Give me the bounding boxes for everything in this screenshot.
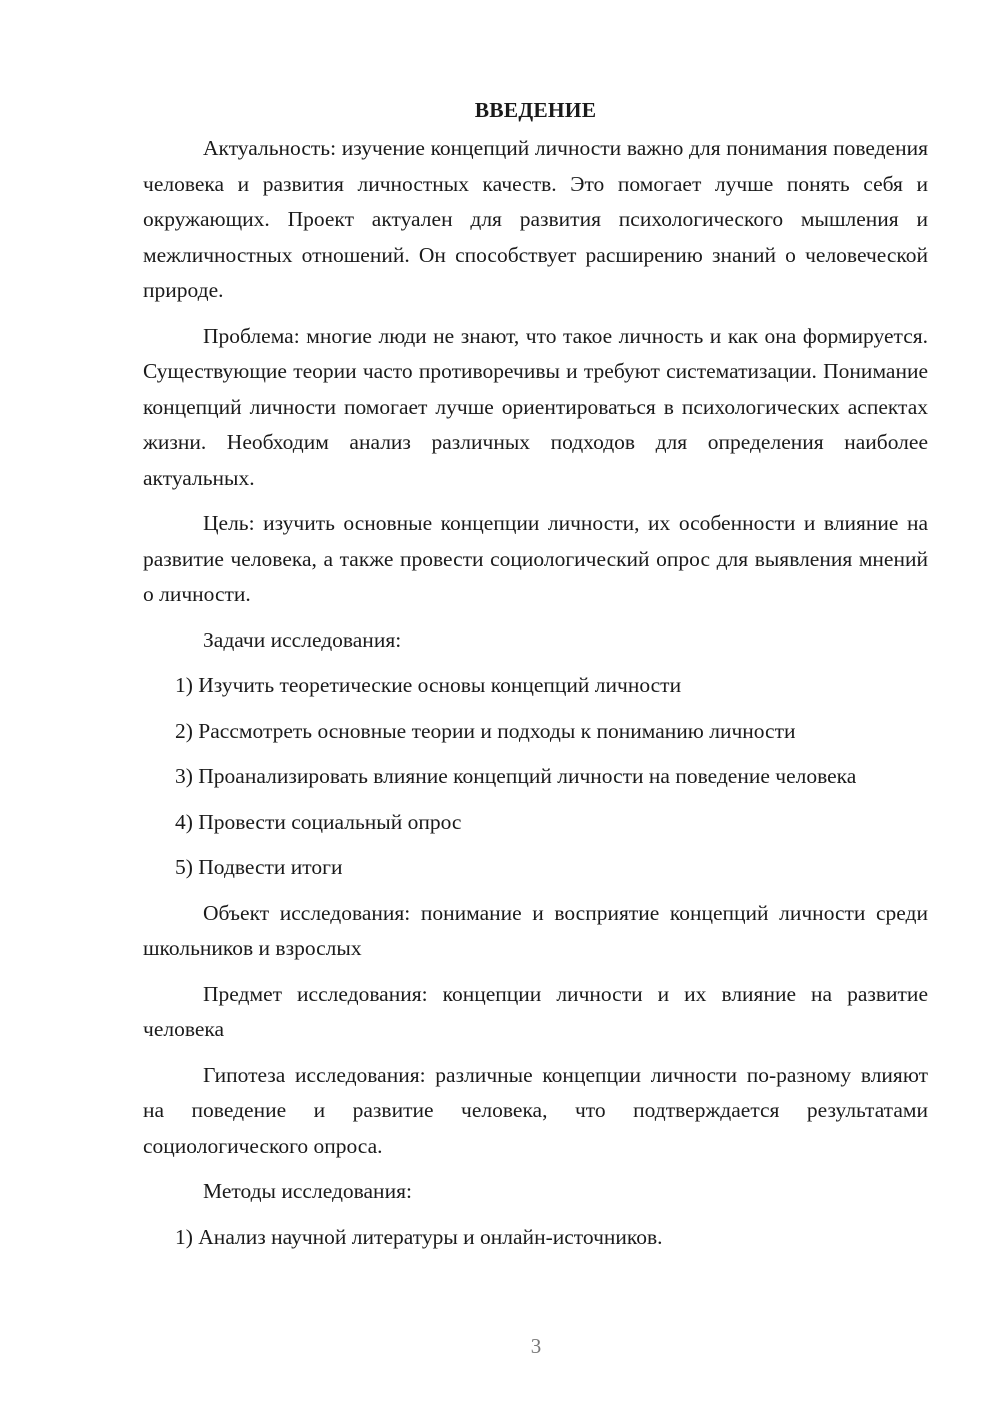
task-item: 5) Подвести итоги <box>175 855 343 879</box>
method-item: 1) Анализ научной литературы и онлайн-источников. <box>175 1224 663 1249</box>
task-item: 2) Рассмотреть основные теории и подходы к пониманию личности <box>175 718 796 743</box>
goal-paragraph: Цель: изучить основные концепции личности, их особенности и влияние на развитие человека, а также провести социологический опрос для выявления мнений о личности. <box>143 511 928 606</box>
problem-paragraph: Проблема: многие люди не знают, что такое личность и как она формируется. Существующие теории часто противоречивы и требуют систематизации. Понимание концепций личности помогает лучше ориентироваться в психологических аспектах жизни. Необходим анализ различных подходов для определения наиболее актуальных. <box>143 323 928 490</box>
task-item: 1) Изучить теоретические основы концепций личности <box>175 673 682 697</box>
document-page <box>143 92 928 1265</box>
tasks-heading: Задачи исследования: <box>203 627 402 652</box>
page-number: 3 <box>530 1334 542 1358</box>
task-item: 3) Проанализировать влияние концепций личности на поведение человека <box>175 764 857 788</box>
relevance-paragraph: Актуальность: изучение концепций личности важно для понимания поведения человека и развития личностных качеств. Это помогает лучше понять себя и окружающих. Проект актуален для развития психологического мышления и межличностных отношений. Он способствует расширению знаний о человеческой природе. <box>143 136 928 302</box>
subject-paragraph: Предмет исследования: концепции личности и их влияние на развитие человека <box>143 981 928 1041</box>
task-item: 4) Провести социальный опрос <box>175 809 462 834</box>
hypothesis-paragraph: Гипотеза исследования: различные концепции личности по-разному влияют на поведение и развитие человека, что подтверждается результатами социологического опроса. <box>143 1062 928 1158</box>
section-title: ВВЕДЕНИЕ <box>474 98 597 122</box>
object-paragraph: Объект исследования: понимание и восприятие концепций личности среди школьников и взрослых <box>143 900 928 960</box>
methods-heading: Методы исследования: <box>203 1179 412 1203</box>
